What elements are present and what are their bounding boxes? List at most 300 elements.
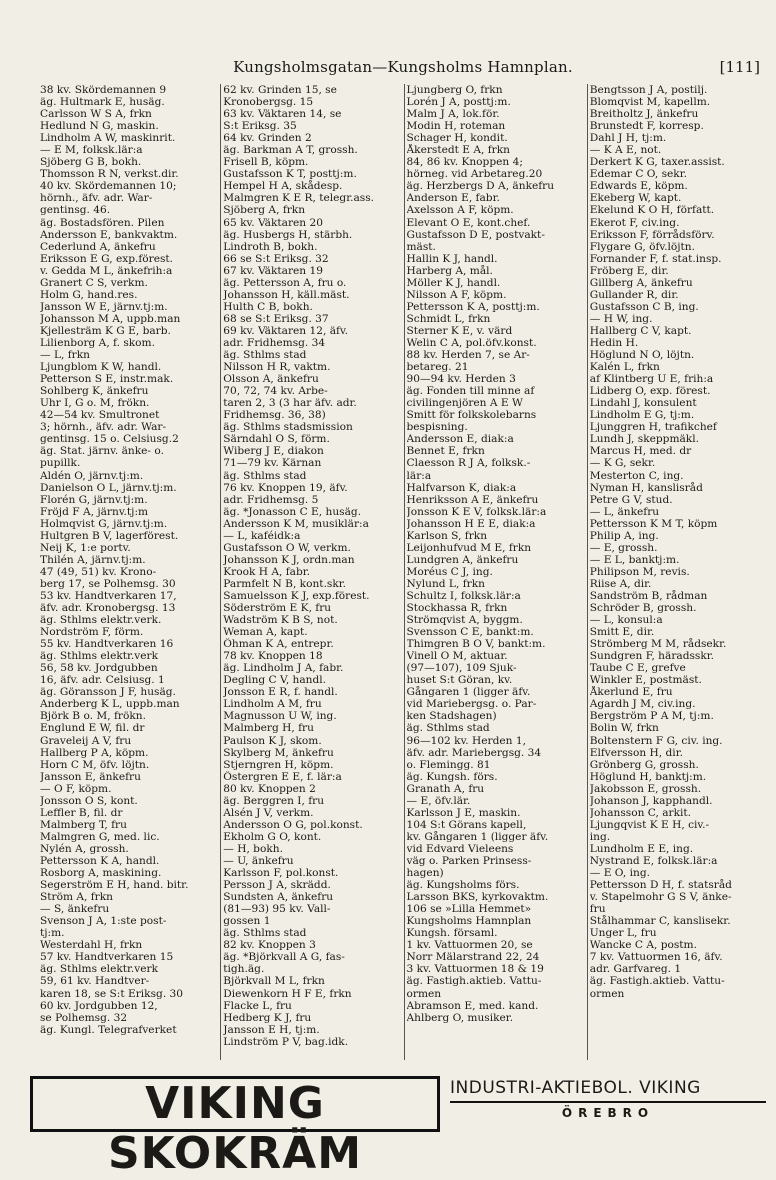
directory-entry: Ljungberg O, frkn bbox=[406, 84, 503, 96]
directory-entry: Sohlberg K, änkefru bbox=[40, 385, 149, 398]
directory-entry: ormen bbox=[589, 987, 625, 1000]
directory-entry: Aldén O, järnv.tj:m. bbox=[40, 469, 144, 482]
directory-entry: kv. Gångaren 1 (ligger äfv. bbox=[406, 830, 549, 843]
directory-entry: Parmfelt N B, kont.skr. bbox=[223, 577, 347, 590]
directory-entry: Harberg A, mål. bbox=[406, 264, 493, 277]
page-number: [111] bbox=[719, 58, 760, 76]
directory-entry: äg. Lindholm J A, fabr. bbox=[223, 662, 344, 675]
directory-entry: — S, änkefru bbox=[40, 903, 110, 916]
directory-entry: tj:m. bbox=[40, 927, 65, 940]
directory-entry: Skylberg M, änkefru bbox=[223, 746, 334, 759]
directory-entry: Schultz I, folksk.lär:a bbox=[406, 589, 521, 602]
directory-entry: Segerström E H, hand. bitr. bbox=[40, 879, 189, 892]
directory-entry: Graveleij A V, fru bbox=[40, 734, 132, 747]
directory-entry: 55 kv. Handtverkaren 16 bbox=[40, 638, 174, 651]
directory-entry: adr. Fridhemsg. 34 bbox=[223, 336, 326, 349]
directory-entry: v. Stapelmohr G S V, änke- bbox=[589, 891, 732, 904]
directory-entry: Andersson K M, musiklär:a bbox=[223, 517, 369, 530]
directory-entry: Ljunggren H, trafikchef bbox=[589, 421, 717, 434]
directory-entry: Åkerstedt E A, frkn bbox=[406, 144, 510, 157]
directory-entry: äfv. adr. Kronobergsg. 13 bbox=[40, 602, 176, 615]
directory-entry: Riise A, dir. bbox=[589, 577, 652, 590]
advertisement-brand: VIKING SKOKRÄM bbox=[30, 1076, 440, 1132]
directory-entry: Kjellesträm K G E, barb. bbox=[40, 324, 171, 337]
directory-entry: Smitt E, dir. bbox=[589, 626, 655, 639]
directory-column-4 bbox=[587, 84, 770, 1060]
directory-entry: 96—102 kv. Herden 1, bbox=[406, 734, 526, 747]
directory-entry: Eriksson F, förrådsförv. bbox=[589, 228, 715, 241]
directory-entry: Derkert K G, taxer.assist. bbox=[589, 156, 725, 169]
directory-entry: Bengtsson J A, postilj. bbox=[589, 84, 708, 96]
directory-entry: Hedin H. bbox=[589, 336, 639, 349]
directory-entry: 42—54 kv. Smultronet bbox=[40, 409, 160, 422]
directory-columns bbox=[38, 84, 770, 1060]
directory-entry: Malmberg H, fru bbox=[223, 722, 314, 735]
directory-entry: Anderberg K L, uppb.man bbox=[40, 698, 180, 711]
directory-entry: 68 se S:t Eriksg. 37 bbox=[223, 312, 329, 325]
advertisement-footer bbox=[30, 1076, 766, 1179]
directory-entry: Danielson O L, järnv.tj:m. bbox=[40, 481, 177, 494]
directory-entry: Malmberg T, fru bbox=[40, 818, 127, 831]
directory-entry: hörneg. vid Arbetareg.20 bbox=[406, 168, 543, 181]
directory-entry: äg. Stat. järnv. änke- o. bbox=[40, 445, 164, 458]
directory-entry: (97—107), 109 Sjuk- bbox=[406, 662, 517, 675]
directory-entry: Schmidt L, frkn bbox=[406, 312, 491, 325]
directory-entry: Granath A, fru bbox=[406, 782, 485, 795]
directory-entry: Moréus C J, ing. bbox=[406, 565, 493, 578]
directory-entry: Ekerot F, civ.ing. bbox=[589, 216, 680, 229]
directory-entry: 65 kv. Väktaren 20 bbox=[223, 216, 323, 229]
directory-entry: Leijonhufvud M E, frkn bbox=[406, 541, 532, 554]
directory-entry: äg. Berggren I, fru bbox=[223, 794, 325, 807]
directory-entry: Hallberg P A, köpm. bbox=[40, 746, 149, 759]
directory-entry: 106 se »Lilla Hemmet» bbox=[406, 903, 532, 916]
directory-entry: pupillk. bbox=[40, 457, 81, 470]
directory-entry: Lindholm A M, fru bbox=[223, 698, 322, 711]
directory-entry: 90—94 kv. Herden 3 bbox=[406, 373, 516, 386]
directory-entry: Bolin W, frkn bbox=[589, 722, 659, 735]
directory-entry: Malmgren K E R, telegr.ass. bbox=[223, 192, 375, 205]
directory-entry: Frisell B, köpm. bbox=[223, 156, 309, 169]
directory-entry: Johanson J, kapphandl. bbox=[589, 794, 713, 807]
directory-entry: adr. Fridhemsg. 5 bbox=[223, 493, 319, 506]
directory-entry: Ljungblom K W, handl. bbox=[40, 361, 162, 374]
directory-entry: Lundholm E E, ing. bbox=[589, 842, 694, 855]
directory-entry: Nylund L, frkn bbox=[406, 577, 485, 590]
directory-entry: Nyman H, kanslisråd bbox=[589, 481, 703, 494]
directory-entry: bespisning. bbox=[406, 421, 468, 434]
directory-entry: Sundsten A, änkefru bbox=[223, 891, 334, 904]
directory-entry: Magnusson U W, ing. bbox=[223, 710, 337, 723]
directory-entry: 64 kv. Grinden 2 bbox=[223, 132, 312, 145]
directory-entry: Nilsson H R, vaktm. bbox=[223, 361, 331, 374]
directory-entry: 38 kv. Skördemannen 9 bbox=[40, 84, 167, 96]
directory-entry: Ekeberg W, kapt. bbox=[589, 192, 682, 205]
directory-entry: Henriksson A E, änkefru bbox=[406, 493, 539, 506]
directory-entry: Weman A, kapt. bbox=[223, 626, 308, 639]
directory-entry: Strömberg M M, rådsekr. bbox=[589, 638, 727, 651]
directory-entry: Unger L, fru bbox=[589, 927, 657, 940]
directory-entry: hagen) bbox=[406, 867, 444, 880]
directory-entry: — O F, köpm. bbox=[40, 782, 112, 795]
directory-entry: Gustafsson O W, verkm. bbox=[223, 541, 351, 554]
directory-entry: Malm J A, lok.för. bbox=[406, 108, 500, 121]
directory-entry: 56, 58 kv. Jordgubben bbox=[40, 662, 158, 675]
directory-entry: Halfvarson K, diak:a bbox=[406, 481, 517, 494]
directory-entry: civilingenjören A E W bbox=[406, 397, 523, 410]
directory-entry: äg. Sthlms stad bbox=[223, 349, 307, 362]
directory-entry: äg. Husbergs H, stärbh. bbox=[223, 228, 353, 241]
directory-entry: 59, 61 kv. Handtver- bbox=[40, 975, 150, 988]
directory-entry: Jonsson O S, kont. bbox=[40, 794, 138, 807]
directory-entry: 40 kv. Skördemannen 10; bbox=[40, 180, 177, 193]
directory-entry: mäst. bbox=[406, 240, 436, 253]
directory-entry: Andersson E, diak:a bbox=[406, 433, 514, 446]
directory-entry: Hedberg K J, fru bbox=[223, 1011, 312, 1024]
directory-entry: gentinsg. 46. bbox=[40, 204, 111, 217]
directory-entry: — K A E, not. bbox=[589, 144, 662, 157]
directory-entry: Boltenstern F G, civ. ing. bbox=[589, 734, 723, 747]
directory-entry: Andersson O G, pol.konst. bbox=[223, 818, 363, 831]
directory-entry: 57 kv. Handtverkaren 15 bbox=[40, 951, 174, 964]
directory-entry: äg. Barkman A T, grossh. bbox=[223, 144, 358, 157]
directory-entry: Hallin K J, handl. bbox=[406, 252, 498, 265]
directory-entry: Johansson H E E, diak:a bbox=[406, 517, 536, 530]
directory-entry: Westerdahl H, frkn bbox=[40, 939, 143, 952]
directory-entry: 104 S:t Görans kapell, bbox=[406, 818, 527, 831]
directory-entry: Pettersson D H, f. statsråd bbox=[589, 879, 732, 892]
directory-entry: 78 kv. Knoppen 18 bbox=[223, 650, 323, 663]
directory-entry: Sandström B, rådman bbox=[589, 589, 708, 602]
directory-entry: 16, äfv. adr. Celsiusg. 1 bbox=[40, 674, 165, 687]
directory-entry: Särndahl O S, förm. bbox=[223, 433, 330, 446]
directory-entry: Uhr I, G o. M, frökn. bbox=[40, 397, 150, 410]
directory-entry: Fröberg E, dir. bbox=[589, 264, 669, 277]
directory-entry: Öhman K A, entrepr. bbox=[223, 638, 334, 651]
directory-entry: Höglund N O, löjtn. bbox=[589, 349, 695, 362]
directory-entry: Pettersson K A, handl. bbox=[40, 855, 160, 867]
directory-entry: Marcus H, med. dr bbox=[589, 445, 692, 458]
directory-entry: 7 kv. Vattuormen 16, äfv. bbox=[589, 951, 723, 964]
directory-entry: Claesson R J A, folksk.- bbox=[406, 457, 531, 470]
directory-entry: Fridhemsg. 36, 38) bbox=[223, 409, 326, 422]
directory-entry: Hempel H A, skådesp. bbox=[223, 180, 343, 193]
directory-entry: äg. Sthlms stad bbox=[223, 927, 307, 940]
directory-entry: Kungsholms Hamnplan bbox=[406, 915, 532, 928]
directory-entry: Hulth C B, bokh. bbox=[223, 300, 313, 313]
directory-entry: — K G, sekr. bbox=[589, 457, 656, 470]
directory-entry: Jansson E, änkefru bbox=[40, 770, 141, 783]
directory-entry: 88 kv. Herden 7, se Ar- bbox=[406, 349, 530, 362]
directory-entry: Lindholm A W, maskinrit. bbox=[40, 132, 176, 145]
directory-entry: Lindroth B, bokh. bbox=[223, 240, 318, 253]
directory-entry: Philipson M, revis. bbox=[589, 565, 690, 578]
directory-entry: tigh.äg. bbox=[223, 963, 265, 976]
directory-entry: Karlson S, frkn bbox=[406, 529, 488, 542]
directory-entry: äg. Fastigh.aktieb. Vattu- bbox=[406, 975, 542, 988]
directory-entry: Ström A, frkn bbox=[40, 891, 113, 904]
directory-entry: Stålhammar C, kanslisekr. bbox=[589, 915, 731, 928]
directory-entry: äg. Sthlms stad bbox=[223, 469, 307, 482]
directory-entry: lär:a bbox=[406, 469, 432, 482]
directory-entry: äg. Sthlms elektr.verk bbox=[40, 650, 159, 663]
directory-entry: o. Flemingg. 81 bbox=[406, 758, 491, 771]
directory-entry: Gustafsson C B, ing. bbox=[589, 300, 699, 313]
directory-entry: Flacke L, fru bbox=[223, 999, 292, 1012]
directory-entry: Neij K, 1:e portv. bbox=[40, 541, 131, 554]
directory-entry: se Polhemsg. 32 bbox=[40, 1011, 128, 1024]
directory-entry: — L, änkefru bbox=[589, 505, 660, 518]
directory-entry: Grönberg G, grossh. bbox=[589, 758, 699, 771]
directory-entry: Höglund H, banktj:m. bbox=[589, 770, 707, 783]
page-title: Kungsholmsgatan—Kungsholms Hamnplan. bbox=[233, 58, 573, 76]
directory-entry: Holm G, hand.res. bbox=[40, 288, 138, 301]
directory-entry: Edwards E, köpm. bbox=[589, 180, 688, 193]
directory-entry: Stjerngren H, köpm. bbox=[223, 758, 334, 771]
directory-entry: ormen bbox=[406, 987, 442, 1000]
directory-entry: Johansson M A, uppb.man bbox=[40, 312, 181, 325]
directory-entry: Wancke C A, postm. bbox=[589, 939, 697, 952]
directory-entry: Flygare G, öfv.löjtn. bbox=[589, 240, 695, 253]
directory-entry: Jonsson E R, f. handl. bbox=[223, 686, 338, 699]
directory-entry: Carlsson W S A, frkn bbox=[40, 108, 152, 121]
directory-entry: Schröder B, grossh. bbox=[589, 602, 697, 615]
directory-entry: Jonsson K E V, folksk.lär:a bbox=[406, 505, 547, 518]
directory-entry: gentinsg. 15 o. Celsiusg.2 bbox=[40, 433, 179, 446]
directory-entry: Pettersson K M T, köpm bbox=[589, 517, 718, 530]
directory-entry: — L, konsul:a bbox=[589, 614, 663, 627]
directory-entry: karen 18, se S:t Eriksg. 30 bbox=[40, 987, 184, 1000]
directory-entry: äg. Sthlms stad bbox=[406, 722, 490, 735]
directory-entry: Breitholtz J, änkefru bbox=[589, 108, 699, 121]
directory-entry: 76 kv. Knoppen 19, äfv. bbox=[223, 481, 348, 494]
directory-entry: Persson J A, skrädd. bbox=[223, 879, 331, 892]
directory-entry: Lindahl J, konsulent bbox=[589, 397, 697, 410]
directory-entry: Bergström P A M, tj:m. bbox=[589, 710, 714, 723]
directory-entry: äg. Fastigh.aktieb. Vattu- bbox=[589, 975, 725, 988]
directory-entry: Thimgren B O V, bankt:m. bbox=[406, 638, 546, 651]
directory-entry: Andersson E, bankvaktm. bbox=[40, 228, 178, 241]
directory-entry: Lorén J A, posttj:m. bbox=[406, 96, 511, 109]
directory-entry: Krook H A, fabr. bbox=[223, 565, 311, 578]
directory-entry: betareg. 21 bbox=[406, 361, 469, 374]
directory-entry: 66 se S:t Eriksg. 32 bbox=[223, 252, 329, 265]
directory-entry: — L, frkn bbox=[40, 349, 90, 362]
directory-entry: 3; hörnh., äfv. adr. War- bbox=[40, 421, 167, 434]
directory-entry: Hallberg C V, kapt. bbox=[589, 324, 692, 337]
directory-entry: äg. Pettersson A, fru o. bbox=[223, 276, 347, 289]
directory-entry: Smitt för folkskolebarns bbox=[406, 409, 537, 422]
directory-entry: Englund E W, fil. dr bbox=[40, 722, 145, 735]
directory-entry: Gustafsson K T, posttj:m. bbox=[223, 168, 357, 181]
directory-entry: Petterson S E, instr.mak. bbox=[40, 373, 174, 386]
directory-entry: Brunstedt F, korresp. bbox=[589, 120, 704, 133]
directory-entry: Jansson E H, tj:m. bbox=[223, 1023, 320, 1036]
directory-entry: äg. Kungsh. förs. bbox=[406, 770, 498, 783]
directory-entry: Edemar C O, sekr. bbox=[589, 168, 687, 181]
directory-entry: Schager H, kondit. bbox=[406, 132, 508, 145]
directory-entry: Pettersson K A, posttj:m. bbox=[406, 300, 540, 313]
directory-entry: — H W, ing. bbox=[589, 312, 653, 325]
directory-entry: Bennet E, frkn bbox=[406, 445, 485, 458]
directory-entry: Björkvall M L, frkn bbox=[223, 975, 325, 988]
directory-entry: 1 kv. Vattuormen 20, se bbox=[406, 939, 533, 952]
directory-entry: Mesterton C, ing. bbox=[589, 469, 684, 482]
directory-entry: — E, grossh. bbox=[589, 541, 658, 554]
directory-entry: (81—93) 95 kv. Vall- bbox=[223, 903, 331, 916]
directory-entry: Philip A, ing. bbox=[589, 529, 659, 542]
company-name: INDUSTRI-AKTIEBOL. VIKING bbox=[450, 1078, 766, 1103]
directory-entry: Leffler B, fil. dr bbox=[40, 806, 123, 819]
directory-entry: äg. Sthlms elektr.verk bbox=[40, 963, 159, 976]
directory-entry: Holmqvist G, järnv.tj:m. bbox=[40, 517, 168, 530]
directory-entry: Lindström P V, bag.idk. bbox=[223, 1035, 349, 1048]
directory-entry: Ahlberg O, musiker. bbox=[406, 1011, 514, 1024]
directory-entry: Jakobsson E, grossh. bbox=[589, 782, 702, 795]
directory-entry: — E O, ing. bbox=[589, 867, 650, 880]
directory-entry: 3 kv. Vattuormen 18 & 19 bbox=[406, 963, 544, 976]
directory-entry: Samuelsson K J, exp.förest. bbox=[223, 589, 370, 602]
directory-entry: Ekelund K O H, författ. bbox=[589, 204, 715, 217]
directory-entry: Lindholm E G, tj:m. bbox=[589, 409, 695, 422]
directory-entry: Rosborg A, maskining. bbox=[40, 867, 162, 880]
directory-entry: Axelsson A F, köpm. bbox=[406, 204, 514, 217]
directory-entry: Johansson K J, ordn.man bbox=[223, 553, 355, 566]
directory-entry: äg. Kungsholms förs. bbox=[406, 879, 520, 892]
directory-entry: Thilén A, järnv.tj:m. bbox=[40, 553, 146, 566]
directory-entry: Olsson A, änkefru bbox=[223, 373, 319, 386]
directory-entry: äg. Herzbergs D A, änkefru bbox=[406, 180, 555, 193]
directory-entry: Östergren E E, f. lär:a bbox=[223, 770, 342, 783]
directory-entry: 67 kv. Väktaren 19 bbox=[223, 264, 323, 277]
directory-entry: Elevant O E, kont.chef. bbox=[406, 216, 531, 229]
directory-entry: Malmgren G, med. lic. bbox=[40, 830, 160, 843]
directory-entry: Svensson C E, bankt:m. bbox=[406, 626, 534, 639]
directory-entry: v. Gedda M L, änkefrih:a bbox=[40, 264, 173, 277]
directory-entry: Sundgren F, häradsskr. bbox=[589, 650, 715, 663]
directory-entry: Sjöberg G B, bokh. bbox=[40, 156, 142, 169]
directory-entry: huset S:t Göran, kv. bbox=[406, 674, 513, 687]
directory-entry: Hultgren B V, lagerförest. bbox=[40, 529, 179, 542]
directory-entry: Karlsson F, pol.konst. bbox=[223, 867, 339, 880]
directory-entry: vid Mariebergsg. o. Par- bbox=[406, 698, 537, 711]
directory-entry: hörnh., äfv. adr. War- bbox=[40, 192, 153, 205]
directory-entry: ing. bbox=[589, 830, 611, 843]
directory-entry: Anderson E, fabr. bbox=[406, 192, 500, 205]
directory-entry: Strömqvist A, byggm. bbox=[406, 614, 523, 627]
directory-entry: äg. Bostadsfören. Pilen bbox=[40, 216, 165, 229]
directory-entry: Wadström K B S, not. bbox=[223, 614, 338, 627]
directory-entry: adr. Garfvareg. 1 bbox=[589, 963, 682, 976]
directory-entry: 70, 72, 74 kv. Arbe- bbox=[223, 385, 328, 398]
directory-entry: 71—79 kv. Kärnan bbox=[223, 457, 322, 470]
directory-entry: äg. Hultmark E, husäg. bbox=[40, 96, 165, 109]
directory-entry: Nordström F, förm. bbox=[40, 626, 144, 639]
directory-entry: Blomqvist M, kapellm. bbox=[589, 96, 711, 109]
directory-entry: Björk B o. M, frökn. bbox=[40, 710, 146, 723]
directory-entry: Vinell O M, aktuar. bbox=[406, 650, 508, 663]
directory-entry: Florén G, järnv.tj:m. bbox=[40, 493, 148, 506]
directory-entry: Modin H, roteman bbox=[406, 120, 506, 133]
directory-entry: Kronobergsg. 15 bbox=[223, 96, 314, 109]
directory-entry: Gillberg A, änkefru bbox=[589, 276, 693, 289]
directory-column-2 bbox=[220, 84, 403, 1060]
directory-entry: 63 kv. Väktaren 14, se bbox=[223, 108, 342, 121]
directory-entry: Taube C E, grefve bbox=[589, 662, 686, 675]
directory-entry: Johansson C, arkit. bbox=[589, 806, 692, 819]
directory-entry: Kungsh. församl. bbox=[406, 927, 498, 940]
directory-entry: Gustafsson D E, postvakt- bbox=[406, 228, 545, 241]
directory-column-3 bbox=[404, 84, 587, 1060]
directory-entry: ken Stadshagen) bbox=[406, 710, 497, 723]
directory-entry: af Klintberg U E, frih:a bbox=[589, 373, 714, 386]
directory-entry: Agardh J M, civ.ing. bbox=[589, 698, 696, 711]
directory-entry: Sterner K E, v. värd bbox=[406, 324, 513, 337]
directory-entry: Diewenkorn H F E, frkn bbox=[223, 987, 352, 1000]
directory-entry: berg 17, se Polhemsg. 30 bbox=[40, 577, 176, 590]
directory-entry: 47 (49, 51) kv. Krono- bbox=[40, 565, 157, 578]
directory-entry: fru bbox=[589, 903, 606, 916]
directory-entry: Johansson H, käll.mäst. bbox=[223, 288, 350, 301]
directory-entry: Jansson W E, järnv.tj:m. bbox=[40, 300, 168, 313]
directory-entry: Elfversson H, dir. bbox=[589, 746, 683, 759]
directory-entry: 80 kv. Knoppen 2 bbox=[223, 782, 316, 795]
company-city: ÖREBRO bbox=[561, 1106, 655, 1120]
directory-entry: 60 kv. Jordgubben 12, bbox=[40, 999, 158, 1012]
directory-entry: gossen 1 bbox=[223, 915, 271, 928]
directory-entry: Larsson BKS, kyrkovaktm. bbox=[406, 891, 549, 904]
directory-entry: Gullander R, dir. bbox=[589, 288, 679, 301]
directory-entry: Degling C V, handl. bbox=[223, 674, 327, 687]
directory-entry: 53 kv. Handtverkaren 17, bbox=[40, 589, 177, 602]
directory-entry: Horn C M, öfv. löjtn. bbox=[40, 758, 150, 771]
directory-entry: 82 kv. Knoppen 3 bbox=[223, 939, 316, 952]
directory-entry: äg. Sthlms elektr.verk. bbox=[40, 614, 162, 627]
directory-entry: äg. Kungl. Telegrafverket bbox=[40, 1023, 177, 1036]
directory-entry: Ljungqvist K E H, civ.- bbox=[589, 818, 710, 831]
directory-entry: 69 kv. Väktaren 12, äfv. bbox=[223, 324, 349, 337]
directory-entry: äg. Göransson J F, husäg. bbox=[40, 686, 176, 699]
directory-entry: Cederlund A, änkefru bbox=[40, 240, 156, 253]
directory-entry: 84, 86 kv. Knoppen 4; bbox=[406, 156, 523, 169]
directory-entry: Wiberg J E, diakon bbox=[223, 445, 324, 458]
directory-entry: Alsén J V, verkm. bbox=[223, 806, 314, 819]
directory-column-1 bbox=[38, 84, 220, 1060]
directory-entry: Fröjd F A, järnv.tj:m bbox=[40, 505, 149, 518]
directory-entry: Thomsson R N, verkst.dir. bbox=[40, 168, 179, 181]
directory-entry: Eriksson E G, exp.förest. bbox=[40, 252, 174, 265]
directory-entry: — H, bokh. bbox=[223, 842, 283, 855]
directory-entry: vid Edvard Vieleens bbox=[406, 842, 514, 855]
directory-entry: — E, öfv.lär. bbox=[406, 794, 471, 807]
directory-entry: taren 2, 3 (3 har äfv. adr. bbox=[223, 397, 357, 410]
directory-entry: Paulson K J, skom. bbox=[223, 734, 322, 747]
directory-entry: Karlsson J E, maskin. bbox=[406, 806, 521, 819]
directory-entry: Lundgren A, änkefru bbox=[406, 553, 519, 566]
directory-entry: Söderström E K, fru bbox=[223, 602, 332, 615]
directory-entry: Nilsson A F, köpm. bbox=[406, 288, 507, 301]
directory-entry: Stockhassa R, frkn bbox=[406, 602, 508, 615]
directory-entry: Kalén L, frkn bbox=[589, 361, 660, 374]
directory-entry: — L, kaféidk:a bbox=[223, 529, 301, 542]
directory-entry: äfv. adr. Mariebergsg. 34 bbox=[406, 746, 542, 759]
directory-entry: — U, änkefru bbox=[223, 855, 294, 867]
directory-entry: Nystrand E, folksk.lär:a bbox=[589, 855, 718, 867]
advertisement-company bbox=[450, 1078, 766, 1134]
directory-entry: Lundh J, skeppmäkl. bbox=[589, 433, 699, 446]
directory-entry: Ekholm G O, kont. bbox=[223, 830, 322, 843]
directory-entry: Lilienborg A, f. skom. bbox=[40, 336, 155, 349]
